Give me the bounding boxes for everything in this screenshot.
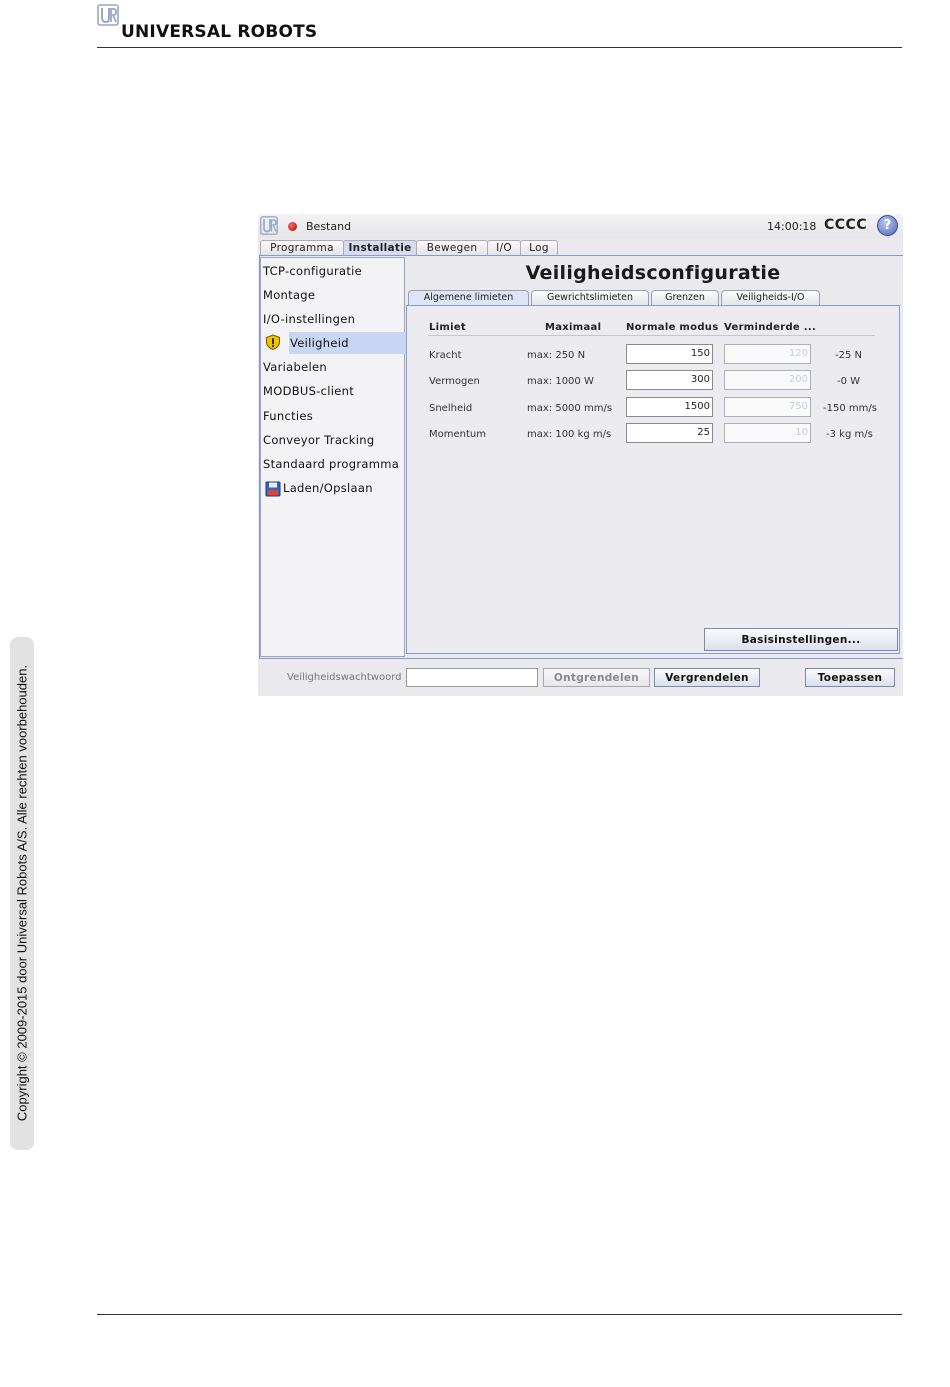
row-name-momentum: Momentum — [429, 429, 486, 440]
row-name-snelheid: Snelheid — [429, 403, 473, 414]
tab-safety-io[interactable]: Veiligheids-I/O — [721, 290, 820, 305]
normal-momentum-field[interactable]: 25 — [626, 423, 713, 443]
password-label: Veiligheidswachtwoord — [287, 672, 402, 683]
page-title: Veiligheidsconfiguratie — [525, 262, 781, 284]
row-max-kracht: max: 250 N — [527, 350, 586, 361]
sidebar-item-montage[interactable]: Montage — [263, 288, 316, 302]
robot-name: CCCC — [824, 217, 868, 233]
row-max-vermogen: max: 1000 W — [527, 376, 594, 387]
normal-snelheid-field[interactable]: 1500 — [626, 397, 713, 417]
general-limits-panel — [406, 305, 900, 654]
row-max-snelheid: max: 5000 mm/s — [527, 403, 613, 414]
tab-log[interactable]: Log — [520, 240, 558, 255]
header-normal-mode: Normale modus — [626, 322, 719, 333]
reduced-kracht-field: 120 — [724, 344, 811, 364]
sidebar-item-load-save[interactable]: Laden/Opslaan — [283, 481, 373, 495]
warning-shield-icon — [265, 334, 281, 350]
main-tab-bar — [258, 238, 903, 256]
safety-bottom-bar — [258, 659, 903, 696]
polyscope-window — [258, 214, 903, 696]
row-max-momentum: max: 100 kg m/s — [527, 429, 612, 440]
header-limiet: Limiet — [429, 322, 467, 333]
tab-boundaries[interactable]: Grenzen — [651, 290, 719, 305]
tab-programma[interactable]: Programma — [260, 240, 344, 255]
sidebar-item-default-program[interactable]: Standaard programma — [263, 457, 400, 471]
sidebar-item-modbus[interactable]: MODBUS-client — [263, 384, 355, 398]
sidebar-item-veiligheid[interactable]: Veiligheid — [289, 332, 406, 354]
tab-joint-limits[interactable]: Gewrichtslimieten — [531, 290, 649, 305]
header-rule — [97, 47, 902, 48]
unlock-button[interactable]: Ontgrendelen — [543, 668, 650, 687]
tab-io[interactable]: I/O — [487, 240, 521, 255]
lock-button[interactable]: Vergrendelen — [654, 668, 760, 687]
reduced-snelheid-field: 750 — [724, 397, 811, 417]
reduced-vermogen-field: 200 — [724, 370, 811, 390]
diff-kracht: -25 N — [835, 350, 862, 361]
safety-config-content — [406, 257, 900, 655]
status-dot-icon — [288, 222, 297, 231]
reduced-momentum-field: 10 — [724, 423, 811, 443]
diff-momentum: -3 kg m/s — [826, 429, 873, 440]
brand-wordmark: UNIVERSAL ROBOTS — [121, 22, 318, 42]
clock: 14:00:18 — [767, 220, 817, 233]
sidebar-item-variabelen[interactable]: Variabelen — [263, 360, 327, 374]
title-bar — [258, 214, 903, 238]
file-menu[interactable]: Bestand — [306, 220, 352, 233]
tab-installatie[interactable]: Installatie — [343, 240, 417, 255]
help-icon[interactable]: ? — [877, 215, 898, 236]
ur-logo-icon — [260, 216, 278, 235]
diff-snelheid: -150 mm/s — [823, 403, 877, 414]
diff-vermogen: -0 W — [837, 376, 861, 387]
footer-rule — [97, 1314, 902, 1315]
sidebar-item-conveyor[interactable]: Conveyor Tracking — [263, 433, 375, 447]
universal-robots-logo-icon — [97, 4, 119, 26]
basic-settings-button[interactable]: Basisinstellingen... — [704, 628, 898, 651]
sidebar-item-tcp[interactable]: TCP-configuratie — [263, 264, 363, 278]
copyright-text: Copyright © 2009-2015 door Universal Robots A/S. Alle rechten voorbehouden. — [14, 664, 30, 1122]
floppy-disk-icon — [265, 481, 281, 497]
installation-sidebar — [260, 257, 405, 657]
copyright-sidebar — [10, 637, 34, 1150]
header-reduced-mode: Verminderde ... — [724, 322, 817, 333]
row-name-kracht: Kracht — [429, 350, 462, 361]
sidebar-item-functies[interactable]: Functies — [263, 409, 314, 423]
header-maximaal: Maximaal — [545, 322, 602, 333]
header-divider — [428, 335, 875, 336]
normal-vermogen-field[interactable]: 300 — [626, 370, 713, 390]
tab-general-limits[interactable]: Algemene limieten — [408, 290, 529, 305]
sidebar-item-io-settings[interactable]: I/O-instellingen — [263, 312, 356, 326]
tab-bewegen[interactable]: Bewegen — [416, 240, 488, 255]
apply-button[interactable]: Toepassen — [805, 668, 895, 687]
password-field[interactable] — [406, 668, 538, 687]
row-name-vermogen: Vermogen — [429, 376, 480, 387]
normal-kracht-field[interactable]: 150 — [626, 344, 713, 364]
